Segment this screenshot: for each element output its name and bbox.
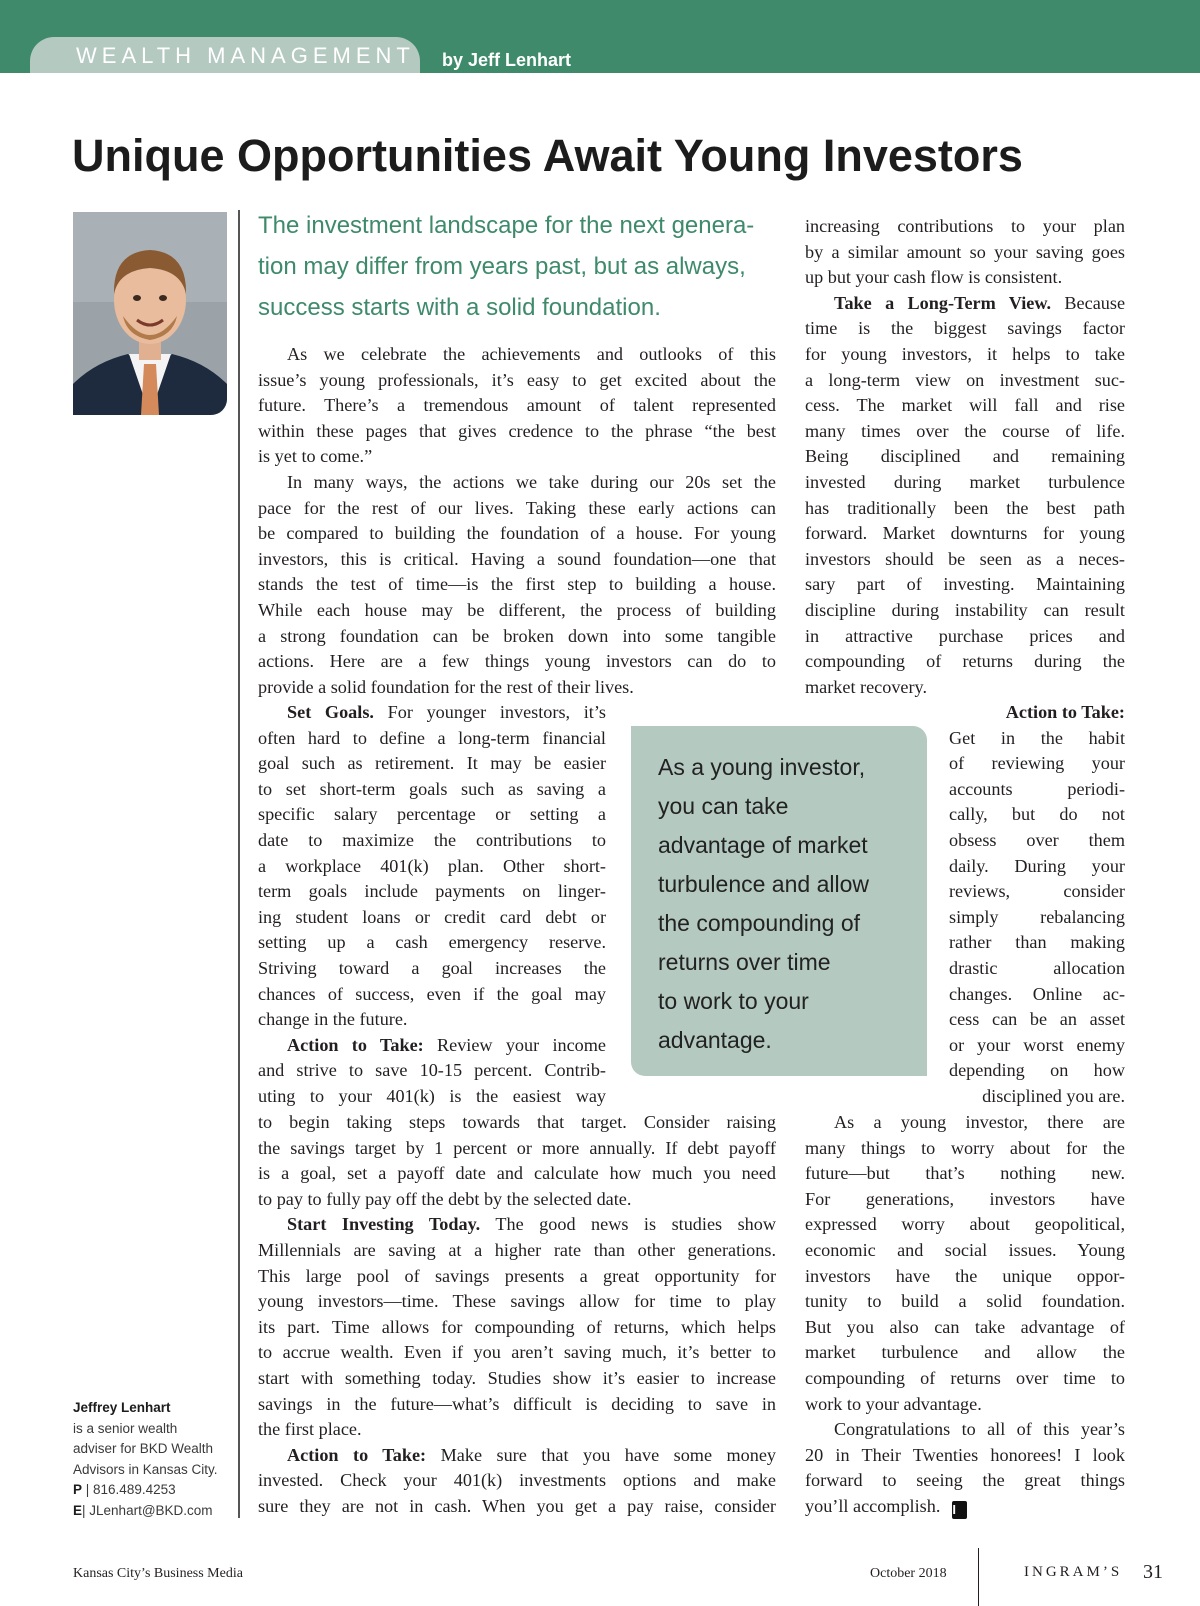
body-line: and strive to save 10-15 percent. Contrib- bbox=[258, 1060, 606, 1081]
pull-quote-line: advantage of market bbox=[658, 832, 868, 858]
body-line: date to maximize the contributions to bbox=[258, 829, 606, 850]
body-line: Take a Long-Term View. Because bbox=[834, 292, 1126, 313]
body-line: pace for the rest of our lives. Taking these early actions can bbox=[258, 497, 776, 518]
body-line: setting up a cash emergency reserve. bbox=[258, 932, 606, 953]
body-line: you’ll accomplish. I bbox=[805, 1494, 1125, 1520]
body-line: to pay to fully pay off the debt by the selected date. bbox=[258, 1188, 632, 1209]
body-line: its part. Time allows for compounding of returns, which helps bbox=[258, 1316, 776, 1337]
body-line: cess can be an asset bbox=[949, 1009, 1125, 1030]
bio-line: Advisors in Kansas City. bbox=[73, 1461, 218, 1477]
deck-line: The investment landscape for the next genera- bbox=[258, 212, 755, 239]
subhead-long-term-view: Take a Long-Term View. bbox=[834, 292, 1052, 313]
body-column-2-bottom bbox=[805, 1110, 1125, 1520]
body-line: obsess over them bbox=[949, 829, 1125, 850]
body-line: But you also can take advantage of bbox=[805, 1316, 1125, 1337]
body-line: change in the future. bbox=[258, 1009, 408, 1030]
column-divider bbox=[238, 210, 240, 1518]
subhead-action-to-take: Action to Take: bbox=[287, 1444, 427, 1465]
pull-quote-line: turbulence and allow bbox=[658, 871, 869, 897]
body-line: depending on how bbox=[949, 1060, 1125, 1081]
deck-line: success starts with a solid foundation. bbox=[258, 294, 661, 321]
body-line: uting to your 401(k) is the easiest way bbox=[258, 1085, 606, 1106]
body-column-1-bottom bbox=[258, 1110, 776, 1520]
body-line: within these pages that gives credence to the phrase “the best bbox=[258, 420, 776, 441]
author-byline: by Jeff Lenhart bbox=[442, 50, 572, 70]
body-line: to accrue wealth. Even if you aren’t saving much, it’s better to bbox=[258, 1342, 776, 1363]
subhead-start-investing: Start Investing Today. bbox=[287, 1214, 481, 1235]
body-line: is yet to come.” bbox=[258, 446, 373, 467]
body-line: many things to worry about for the bbox=[805, 1137, 1125, 1158]
body-line: Millennials are saving at a higher rate than other generations. bbox=[258, 1239, 776, 1260]
body-column-1-narrow bbox=[258, 700, 606, 1110]
body-line: stands the test of time—is the first step to building a house. bbox=[258, 574, 776, 595]
footer-magazine-name: INGRAM’S bbox=[1024, 1564, 1123, 1580]
body-line: Congratulations to all of this year’s bbox=[834, 1419, 1125, 1440]
deck-line: tion may differ from years past, but as always, bbox=[258, 253, 746, 280]
body-line: term goals include payments on linger- bbox=[258, 881, 606, 902]
body-line: tunity to build a solid foundation. bbox=[805, 1291, 1125, 1312]
body-column-2-narrow bbox=[949, 700, 1125, 1110]
body-line: sure they are not in cash. When you get a pay raise, consider bbox=[258, 1495, 776, 1516]
body-line: forward to seeing the great things bbox=[805, 1470, 1125, 1491]
body-line: rather than making bbox=[949, 932, 1125, 953]
pull-quote bbox=[658, 748, 920, 1060]
body-line: by a similar amount so your saving goes bbox=[805, 241, 1125, 262]
body-line: accounts periodi- bbox=[949, 778, 1125, 799]
body-line: 20 in Their Twenties honorees! I look bbox=[805, 1444, 1125, 1465]
footer-publisher: Kansas City’s Business Media bbox=[73, 1566, 243, 1581]
body-line: This large pool of savings presents a great opportunity for bbox=[258, 1265, 776, 1286]
body-line: cess. The market will fall and rise bbox=[805, 395, 1125, 416]
body-line: Action to Take: Review your income bbox=[287, 1034, 606, 1055]
body-line: daily. During your bbox=[949, 855, 1125, 876]
author-bio bbox=[73, 1398, 233, 1521]
pull-quote-line: advantage. bbox=[658, 1027, 772, 1053]
pull-quote-line: returns over time bbox=[658, 949, 831, 975]
pull-quote-line: the compounding of bbox=[658, 910, 861, 936]
portrait-illustration bbox=[73, 212, 227, 415]
body-line: disciplined you are. bbox=[982, 1085, 1125, 1106]
pull-quote-line: you can take bbox=[658, 793, 789, 819]
body-line: Start Investing Today. The good news is studies show bbox=[287, 1214, 776, 1235]
body-line: the first place. bbox=[258, 1419, 362, 1440]
body-line: investors should be seen as a neces- bbox=[805, 548, 1125, 569]
body-line: cally, but do not bbox=[949, 804, 1125, 825]
subhead-action-to-take: Action to Take: bbox=[1005, 702, 1125, 722]
body-line: for young investors, it helps to take bbox=[805, 343, 1125, 364]
body-line: many times over the course of life. bbox=[805, 420, 1125, 441]
body-line: future. There’s a tremendous amount of talent represented bbox=[258, 395, 776, 416]
body-line: in attractive purchase prices and bbox=[805, 625, 1125, 646]
body-line: time is the biggest savings factor bbox=[805, 318, 1125, 339]
body-line: economic and social issues. Young bbox=[805, 1239, 1125, 1260]
body-line: investors have the unique oppor- bbox=[805, 1265, 1125, 1286]
body-line: has traditionally been the best path bbox=[805, 497, 1125, 518]
body-line: work to your advantage. bbox=[805, 1393, 982, 1414]
body-line: be compared to building the foundation of a house. For young bbox=[258, 523, 776, 544]
body-line: future—but that’s nothing new. bbox=[805, 1163, 1125, 1184]
body-line: a strong foundation can be broken down into some tangible bbox=[258, 625, 776, 646]
body-line: Get in the habit bbox=[949, 727, 1125, 748]
email-link[interactable]: JLenhart@BKD.com bbox=[89, 1502, 213, 1518]
body-column-2-top bbox=[805, 214, 1125, 700]
body-line: In many ways, the actions we take during our 20s set the bbox=[287, 471, 776, 492]
author-email: E| JLenhart@BKD.com bbox=[73, 1502, 213, 1518]
body-line: to begin taking steps towards that target. Consider raising bbox=[258, 1112, 776, 1132]
subhead-action-to-take: Action to Take: bbox=[287, 1034, 424, 1055]
body-line: While each house may be different, the process of building bbox=[258, 599, 776, 620]
body-line: young investors—time. These savings allow for time to play bbox=[258, 1291, 776, 1312]
body-line: often hard to define a long-term financial bbox=[258, 727, 606, 748]
article-headline: Unique Opportunities Await Young Investors bbox=[72, 130, 1023, 181]
body-line: compounding of returns during the bbox=[805, 651, 1125, 672]
body-line: to set short-term goals such as saving a bbox=[258, 778, 606, 799]
body-line: chances of success, even if the goal may bbox=[258, 983, 606, 1004]
body-line: investors, this is critical. Having a sound foundation—one that bbox=[258, 548, 776, 569]
body-line: invested during market turbulence bbox=[805, 471, 1125, 492]
body-line: start with something today. Studies show it’s easier to increase bbox=[258, 1367, 776, 1388]
body-line: goal such as retirement. It may be easier bbox=[258, 753, 606, 774]
author-name: Jeffrey Lenhart bbox=[73, 1400, 171, 1415]
body-line: up but your cash flow is consistent. bbox=[805, 267, 1063, 288]
article-deck bbox=[258, 205, 778, 328]
body-line: is a goal, set a payoff date and calculate how much you need bbox=[258, 1163, 776, 1184]
body-line: invested. Check your 401(k) investments options and make bbox=[258, 1470, 776, 1491]
author-photo bbox=[73, 212, 227, 415]
body-line: increasing contributions to your plan bbox=[805, 216, 1125, 236]
body-line: forward. Market downturns for young bbox=[805, 523, 1125, 544]
body-line: simply rebalancing bbox=[949, 906, 1125, 927]
body-line: For generations, investors have bbox=[805, 1188, 1125, 1209]
pull-quote-line: As a young investor, bbox=[658, 754, 866, 780]
pull-quote-line: to work to your bbox=[658, 988, 809, 1014]
body-line: Action to Take: Make sure that you have some money bbox=[287, 1444, 776, 1465]
body-line: Set Goals. For younger investors, it’s bbox=[287, 702, 606, 722]
body-line: As we celebrate the achievements and outlooks of this bbox=[287, 344, 776, 364]
body-line: issue’s young professionals, it’s easy to get excited about the bbox=[258, 369, 776, 390]
body-line: market turbulence and allow the bbox=[805, 1342, 1125, 1363]
body-line: savings in the future—what’s difficult is deciding to save in bbox=[258, 1393, 776, 1414]
body-line: compounding of returns over time to bbox=[805, 1367, 1125, 1388]
footer-date: October 2018 bbox=[870, 1566, 947, 1581]
body-line: provide a solid foundation for the rest of their lives. bbox=[258, 676, 634, 697]
body-line: ing student loans or credit card debt or bbox=[258, 906, 606, 927]
bio-line: is a senior wealth bbox=[73, 1420, 178, 1436]
body-line: of reviewing your bbox=[949, 753, 1125, 774]
body-line: a workplace 401(k) plan. Other short- bbox=[258, 855, 606, 876]
body-line: As a young investor, there are bbox=[834, 1112, 1125, 1132]
body-line: specific salary percentage or setting a bbox=[258, 804, 606, 825]
body-line: discipline during instability can result bbox=[805, 599, 1125, 620]
subhead-set-goals: Set Goals. bbox=[287, 702, 374, 722]
body-line: actions. Here are a few things young investors can do to bbox=[258, 651, 776, 672]
body-line: reviews, consider bbox=[949, 881, 1125, 902]
body-line: the savings target by 1 percent or more annually. If debt payoff bbox=[258, 1137, 776, 1158]
body-line: market recovery. bbox=[805, 676, 928, 697]
body-column-1-top bbox=[258, 342, 776, 700]
page-number: 31 bbox=[1143, 1561, 1163, 1583]
end-of-article-mark: I bbox=[952, 1501, 967, 1519]
body-line: changes. Online ac- bbox=[949, 983, 1125, 1004]
bio-line: adviser for BKD Wealth bbox=[73, 1441, 214, 1456]
author-phone: P | 816.489.4253 bbox=[73, 1482, 176, 1497]
body-line: sary part of investing. Maintaining bbox=[805, 574, 1125, 595]
footer-divider bbox=[978, 1548, 979, 1606]
body-line: Striving toward a goal increases the bbox=[258, 957, 606, 978]
body-line: Being disciplined and remaining bbox=[805, 446, 1125, 467]
section-label: WEALTH MANAGEMENT bbox=[76, 43, 415, 68]
body-line: expressed worry about geopolitical, bbox=[805, 1214, 1125, 1235]
body-line: or your worst enemy bbox=[949, 1034, 1125, 1055]
body-line: a long-term view on investment suc- bbox=[805, 369, 1125, 390]
body-line: drastic allocation bbox=[949, 957, 1125, 978]
